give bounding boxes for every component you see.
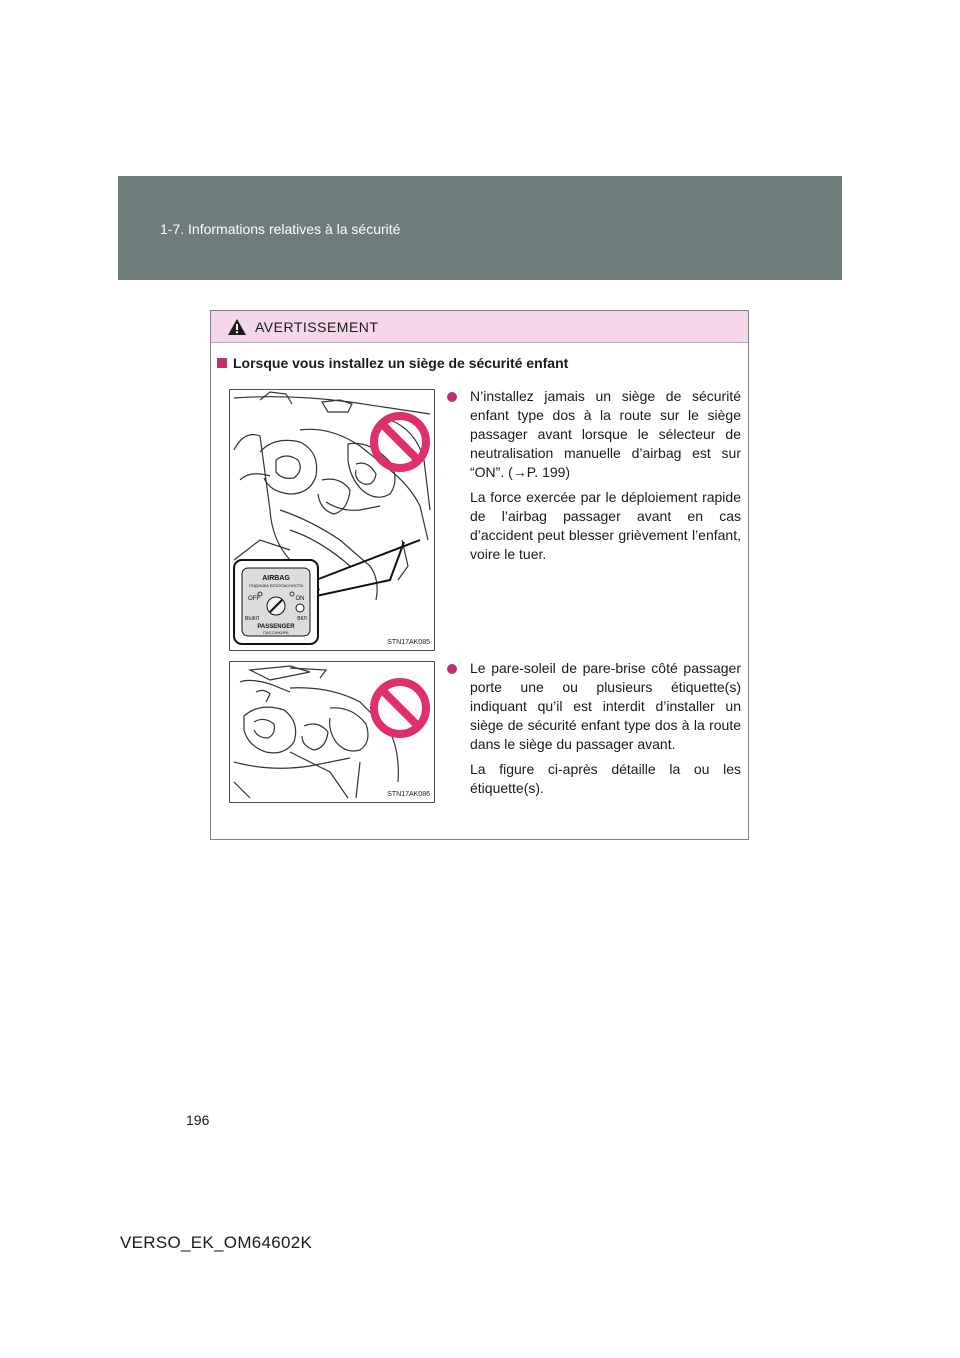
bullet-2-note: La figure ci-après détaille la ou les étiquette(s).	[470, 761, 741, 796]
off-label-ru: ВЫКЛ	[245, 616, 259, 622]
passenger-label: PASSENGER	[257, 624, 295, 630]
bullet-2-text: Le pare-soleil de pare-brise côté passager porte une ou plusieurs étiquette(s) indiquant qu’il est interdit d’installer un siège de sécurité enfant type dos à la route dans le siège du passager avant.	[470, 660, 741, 752]
round-bullet-icon	[447, 664, 457, 674]
square-bullet-icon	[217, 358, 227, 368]
section-header-bar	[118, 176, 842, 280]
page-number: 196	[186, 1112, 210, 1128]
bullet-item-1	[447, 387, 741, 570]
on-label-ru: ВКЛ	[297, 616, 307, 622]
off-label: OFF	[248, 596, 260, 602]
sun-visor-illustration	[230, 662, 435, 803]
document-id: VERSO_EK_OM64602K	[120, 1233, 313, 1252]
round-bullet-icon	[447, 392, 457, 402]
airbag-label: AIRBAG	[262, 575, 290, 582]
warning-title: AVERTISSEMENT	[255, 319, 379, 335]
warning-box	[210, 310, 749, 840]
figure-code: STN17AK085	[387, 639, 430, 646]
warning-subheading	[217, 355, 568, 371]
bullet-item-2	[447, 659, 741, 804]
figure-sun-visor	[229, 661, 435, 803]
airbag-label-ru: ПОДУШКА БЕЗОПАСНОСТИ	[248, 583, 304, 588]
warning-triangle-icon	[228, 319, 246, 335]
figure-airbag-seat	[229, 389, 435, 651]
warning-subheading-text: Lorsque vous installez un siège de sécurité enfant	[233, 355, 569, 371]
passenger-label-ru: ПАССАЖИРА	[263, 630, 289, 635]
car-interior-illustration	[230, 390, 435, 651]
section-title: 1-7. Informations relatives à la sécurité	[160, 221, 401, 237]
figure-code: STN17AK086	[387, 791, 430, 798]
bullet-1-note: La force exercée par le déploiement rapide de l’airbag passager avant en cas d’accident peut blesser grièvement l’enfant, voire le tuer.	[470, 489, 741, 562]
warning-header	[211, 311, 748, 343]
bullet-1-text: N’installez jamais un siège de sécurité enfant type dos à la route sur le siège passager avant lorsque le sélecteur de neutralisation manuelle d’airbag est sur “ON”. (→P. 199)	[470, 388, 741, 480]
on-label: ON	[295, 596, 305, 602]
